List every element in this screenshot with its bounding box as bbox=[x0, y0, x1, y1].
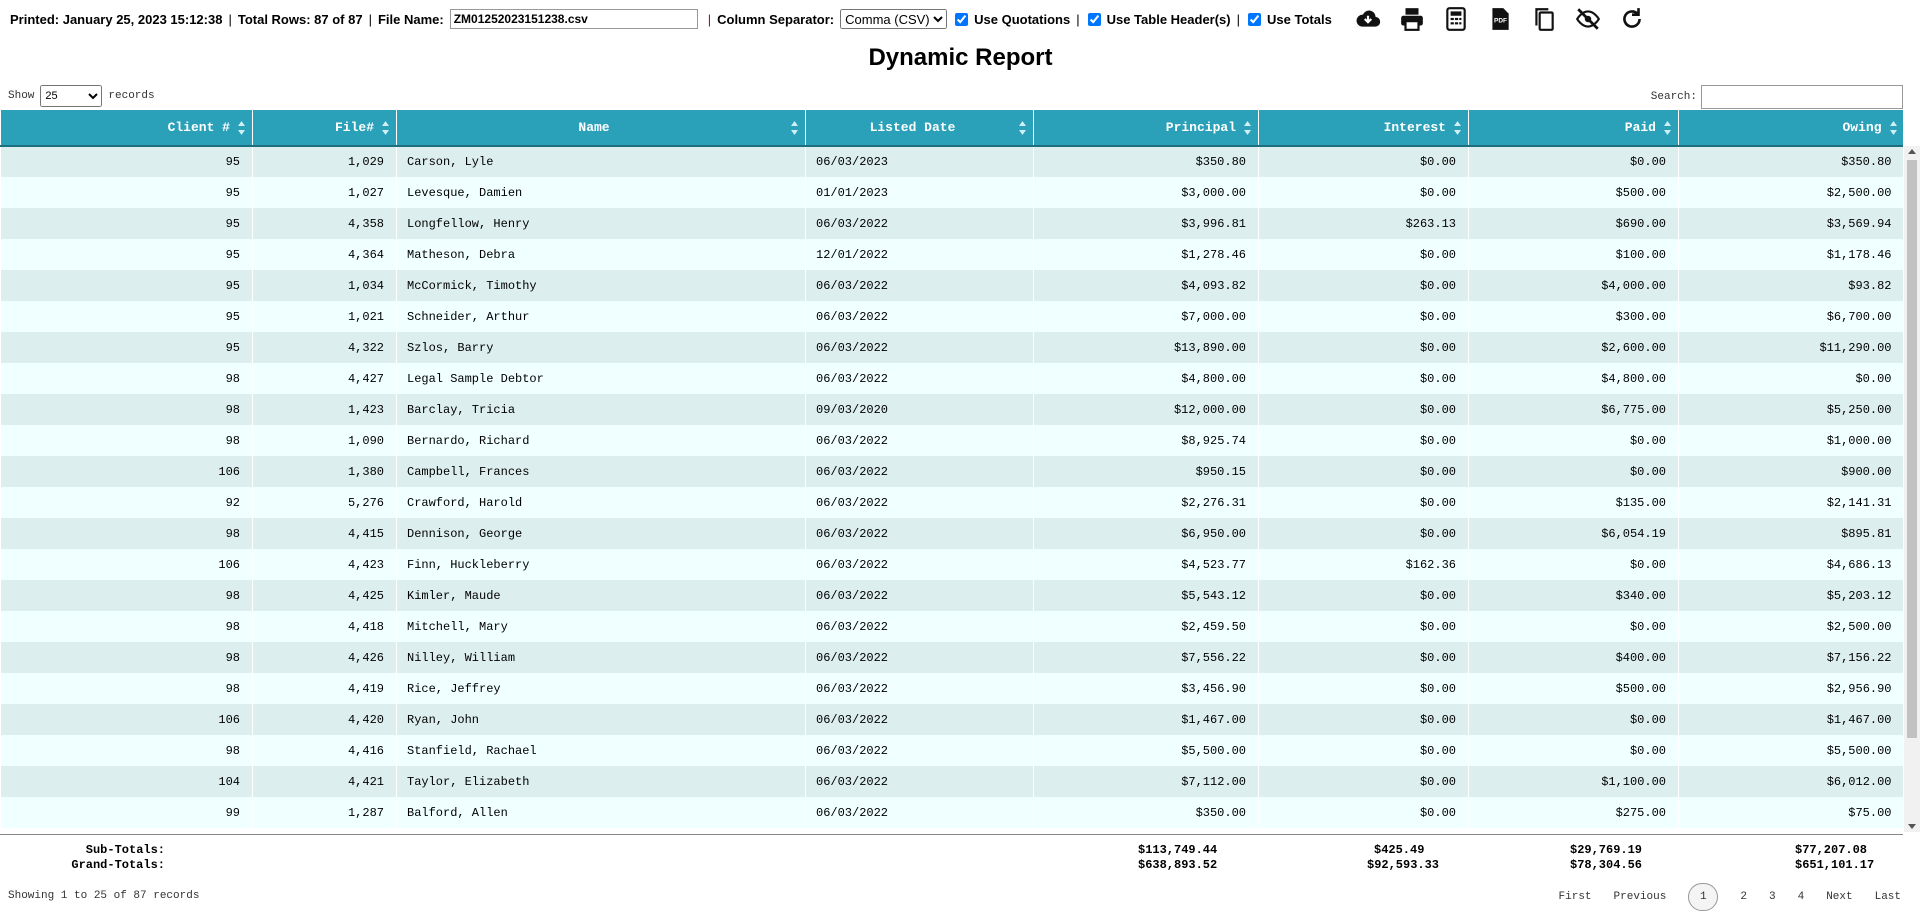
interest-cell: $162.36 bbox=[1259, 549, 1469, 580]
copy-icon[interactable] bbox=[1530, 5, 1558, 33]
records-info: Showing 1 to 25 of 87 records bbox=[8, 890, 200, 902]
listed-date-cell: 06/03/2022 bbox=[806, 611, 1034, 642]
column-header-label: Paid bbox=[1624, 120, 1656, 135]
client-cell: 95 bbox=[1, 301, 253, 332]
file-cell: 1,423 bbox=[253, 394, 397, 425]
name-cell: McCormick, Timothy bbox=[397, 270, 806, 301]
name-cell: Mitchell, Mary bbox=[397, 611, 806, 642]
owing-cell: $11,290.00 bbox=[1679, 332, 1904, 363]
table-row[interactable] bbox=[1, 363, 1904, 394]
listed-date-cell: 06/03/2022 bbox=[806, 208, 1034, 239]
table-row[interactable] bbox=[1, 394, 1904, 425]
listed-date-cell: 06/03/2022 bbox=[806, 456, 1034, 487]
owing-cell: $2,500.00 bbox=[1679, 177, 1904, 208]
client-cell: 98 bbox=[1, 580, 253, 611]
listed-date-cell: 06/03/2022 bbox=[806, 270, 1034, 301]
principal-cell: $1,278.46 bbox=[1034, 239, 1259, 270]
search-label: Search: bbox=[1650, 91, 1697, 103]
use-table-headers-checkbox[interactable] bbox=[1088, 13, 1101, 26]
owing-cell: $2,956.90 bbox=[1679, 673, 1904, 704]
table-row[interactable] bbox=[1, 456, 1904, 487]
name-cell: Szlos, Barry bbox=[397, 332, 806, 363]
interest-cell: $0.00 bbox=[1259, 394, 1469, 425]
file-cell: 1,287 bbox=[253, 797, 397, 828]
interest-cell: $0.00 bbox=[1259, 425, 1469, 456]
interest-cell: $0.00 bbox=[1259, 704, 1469, 735]
owing-cell: $0.00 bbox=[1679, 363, 1904, 394]
sort-icon bbox=[1664, 121, 1671, 135]
paid-cell: $4,000.00 bbox=[1469, 270, 1679, 301]
principal-cell: $12,000.00 bbox=[1034, 394, 1259, 425]
owing-cell: $1,178.46 bbox=[1679, 239, 1904, 270]
column-header-label: File# bbox=[334, 120, 374, 135]
name-cell: Schneider, Arthur bbox=[397, 301, 806, 332]
client-cell: 98 bbox=[1, 363, 253, 394]
grand-total-owing: $651,101.17 bbox=[1795, 858, 1875, 872]
hide-icon[interactable] bbox=[1574, 5, 1602, 33]
use-table-headers-label: Use Table Header(s) bbox=[1106, 11, 1231, 27]
name-cell: Balford, Allen bbox=[397, 797, 806, 828]
table-row[interactable] bbox=[1, 487, 1904, 518]
interest-cell: $0.00 bbox=[1259, 363, 1469, 394]
name-cell: Barclay, Tricia bbox=[397, 394, 806, 425]
name-cell: Bernardo, Richard bbox=[397, 425, 806, 456]
table-header-row bbox=[1, 110, 1904, 146]
listed-date-cell: 01/01/2023 bbox=[806, 177, 1034, 208]
paid-cell: $500.00 bbox=[1469, 177, 1679, 208]
column-separator-label: Column Separator: bbox=[717, 11, 835, 27]
search-input[interactable] bbox=[1701, 85, 1903, 109]
principal-cell: $5,500.00 bbox=[1034, 735, 1259, 766]
table-row[interactable] bbox=[1, 270, 1904, 301]
name-cell: Taylor, Elizabeth bbox=[397, 766, 806, 797]
name-cell: Campbell, Frances bbox=[397, 456, 806, 487]
listed-date-cell: 06/03/2022 bbox=[806, 766, 1034, 797]
interest-cell: $0.00 bbox=[1259, 239, 1469, 270]
grand-total-principal: $638,893.52 bbox=[1138, 858, 1218, 872]
owing-cell: $7,156.22 bbox=[1679, 642, 1904, 673]
paid-cell: $0.00 bbox=[1469, 735, 1679, 766]
interest-cell: $0.00 bbox=[1259, 673, 1469, 704]
owing-cell: $6,012.00 bbox=[1679, 766, 1904, 797]
column-header-owing[interactable] bbox=[1679, 110, 1904, 146]
file-cell: 4,426 bbox=[253, 642, 397, 673]
paid-cell: $400.00 bbox=[1469, 642, 1679, 673]
paid-cell: $6,775.00 bbox=[1469, 394, 1679, 425]
principal-cell: $2,276.31 bbox=[1034, 487, 1259, 518]
file-cell: 1,034 bbox=[253, 270, 397, 301]
name-cell: Stanfield, Rachael bbox=[397, 735, 806, 766]
file-name-label: File Name: bbox=[377, 11, 444, 27]
principal-cell: $3,456.90 bbox=[1034, 673, 1259, 704]
table-scrollbar[interactable] bbox=[1904, 146, 1920, 832]
column-header-label: Listed Date bbox=[869, 120, 956, 135]
total-rows: Total Rows: 87 of 87 bbox=[237, 11, 363, 27]
paid-cell: $2,600.00 bbox=[1469, 332, 1679, 363]
listed-date-cell: 06/03/2022 bbox=[806, 549, 1034, 580]
column-header-principal[interactable] bbox=[1034, 110, 1259, 146]
name-cell: Levesque, Damien bbox=[397, 177, 806, 208]
listed-date-cell: 06/03/2022 bbox=[806, 301, 1034, 332]
table-row[interactable] bbox=[1, 611, 1904, 642]
paid-cell: $275.00 bbox=[1469, 797, 1679, 828]
principal-cell: $350.00 bbox=[1034, 797, 1259, 828]
principal-cell: $1,467.00 bbox=[1034, 704, 1259, 735]
table-row[interactable] bbox=[1, 580, 1904, 611]
name-cell: Rice, Jeffrey bbox=[397, 673, 806, 704]
client-cell: 95 bbox=[1, 208, 253, 239]
principal-cell: $3,000.00 bbox=[1034, 177, 1259, 208]
table-row[interactable] bbox=[1, 518, 1904, 549]
svg-text:PDF: PDF bbox=[1493, 17, 1507, 25]
sort-icon bbox=[1454, 121, 1461, 135]
listed-date-cell: 06/03/2022 bbox=[806, 332, 1034, 363]
paid-cell: $0.00 bbox=[1469, 704, 1679, 735]
scroll-up-icon[interactable] bbox=[1908, 149, 1916, 154]
interest-cell: $0.00 bbox=[1259, 146, 1469, 177]
pager-page-4[interactable]: 4 bbox=[1797, 891, 1805, 903]
principal-cell: $950.15 bbox=[1034, 456, 1259, 487]
client-cell: 106 bbox=[1, 549, 253, 580]
table-row[interactable] bbox=[1, 239, 1904, 270]
owing-cell: $6,700.00 bbox=[1679, 301, 1904, 332]
column-header-label: Name bbox=[578, 120, 610, 135]
listed-date-cell: 06/03/2022 bbox=[806, 425, 1034, 456]
listed-date-cell: 06/03/2022 bbox=[806, 487, 1034, 518]
client-cell: 98 bbox=[1, 394, 253, 425]
client-cell: 98 bbox=[1, 425, 253, 456]
file-cell: 1,380 bbox=[253, 456, 397, 487]
refresh-icon[interactable] bbox=[1618, 5, 1646, 33]
listed-date-cell: 06/03/2022 bbox=[806, 518, 1034, 549]
principal-cell: $5,543.12 bbox=[1034, 580, 1259, 611]
owing-cell: $900.00 bbox=[1679, 456, 1904, 487]
table-row[interactable] bbox=[1, 146, 1904, 177]
client-cell: 95 bbox=[1, 332, 253, 363]
client-cell: 98 bbox=[1, 518, 253, 549]
name-cell: Ryan, John bbox=[397, 704, 806, 735]
column-header-name[interactable] bbox=[397, 110, 806, 146]
sort-icon bbox=[1890, 121, 1897, 135]
name-cell: Carson, Lyle bbox=[397, 146, 806, 177]
table-body bbox=[1, 146, 1904, 828]
owing-cell: $93.82 bbox=[1679, 270, 1904, 301]
owing-cell: $2,500.00 bbox=[1679, 611, 1904, 642]
pagination bbox=[1537, 883, 1901, 911]
principal-cell: $6,950.00 bbox=[1034, 518, 1259, 549]
table-row[interactable] bbox=[1, 332, 1904, 363]
table-row[interactable] bbox=[1, 642, 1904, 673]
table-row[interactable] bbox=[1, 797, 1904, 828]
owing-cell: $350.80 bbox=[1679, 146, 1904, 177]
paid-cell: $100.00 bbox=[1469, 239, 1679, 270]
pager-next-button[interactable]: Next bbox=[1826, 891, 1853, 903]
paid-cell: $500.00 bbox=[1469, 673, 1679, 704]
interest-cell: $0.00 bbox=[1259, 580, 1469, 611]
principal-cell: $4,523.77 bbox=[1034, 549, 1259, 580]
page-length-control bbox=[8, 85, 155, 107]
interest-cell: $0.00 bbox=[1259, 270, 1469, 301]
table-row[interactable] bbox=[1, 673, 1904, 704]
use-totals-checkbox[interactable] bbox=[1248, 13, 1261, 26]
client-cell: 98 bbox=[1, 673, 253, 704]
listed-date-cell: 06/03/2022 bbox=[806, 797, 1034, 828]
paid-cell: $4,800.00 bbox=[1469, 363, 1679, 394]
principal-cell: $7,000.00 bbox=[1034, 301, 1259, 332]
client-cell: 104 bbox=[1, 766, 253, 797]
column-header-interest[interactable] bbox=[1259, 110, 1469, 146]
name-cell: Longfellow, Henry bbox=[397, 208, 806, 239]
name-cell: Nilley, William bbox=[397, 642, 806, 673]
name-cell: Legal Sample Debtor bbox=[397, 363, 806, 394]
interest-cell: $0.00 bbox=[1259, 456, 1469, 487]
interest-cell: $0.00 bbox=[1259, 487, 1469, 518]
pager-last-button[interactable]: Last bbox=[1874, 891, 1901, 903]
paid-cell: $1,100.00 bbox=[1469, 766, 1679, 797]
owing-cell: $5,250.00 bbox=[1679, 394, 1904, 425]
file-cell: 4,358 bbox=[253, 208, 397, 239]
use-quotations-label: Use Quotations bbox=[974, 11, 1071, 27]
use-quotations-checkbox[interactable] bbox=[955, 13, 968, 26]
interest-cell: $0.00 bbox=[1259, 735, 1469, 766]
report-table bbox=[0, 110, 1903, 828]
interest-cell: $0.00 bbox=[1259, 766, 1469, 797]
column-separator-select[interactable] bbox=[840, 9, 947, 29]
sort-icon bbox=[1019, 121, 1026, 135]
owing-cell: $1,467.00 bbox=[1679, 704, 1904, 735]
client-cell: 98 bbox=[1, 611, 253, 642]
page-length-select[interactable] bbox=[40, 85, 102, 107]
owing-cell: $75.00 bbox=[1679, 797, 1904, 828]
printed-timestamp: Printed: January 25, 2023 15:12:38 bbox=[10, 11, 223, 27]
cloud-download-icon[interactable] bbox=[1354, 5, 1382, 33]
principal-cell: $4,800.00 bbox=[1034, 363, 1259, 394]
report-table-container bbox=[0, 110, 1903, 832]
column-header-paid[interactable] bbox=[1469, 110, 1679, 146]
file-cell: 1,021 bbox=[253, 301, 397, 332]
page-title: Dynamic Report bbox=[868, 44, 1053, 71]
interest-cell: $0.00 bbox=[1259, 332, 1469, 363]
file-cell: 4,418 bbox=[253, 611, 397, 642]
file-cell: 4,364 bbox=[253, 239, 397, 270]
pager-page-2[interactable]: 2 bbox=[1740, 891, 1747, 903]
listed-date-cell: 06/03/2022 bbox=[806, 363, 1034, 394]
owing-cell: $1,000.00 bbox=[1679, 425, 1904, 456]
name-cell: Kimler, Maude bbox=[397, 580, 806, 611]
file-name-input[interactable] bbox=[450, 9, 698, 29]
paid-cell: $0.00 bbox=[1469, 549, 1679, 580]
file-cell: 4,416 bbox=[253, 735, 397, 766]
pager-previous-button[interactable]: Previous bbox=[1613, 891, 1667, 903]
sub-total-interest: $425.49 bbox=[1374, 843, 1425, 857]
file-cell: 1,029 bbox=[253, 146, 397, 177]
sub-total-paid: $29,769.19 bbox=[1570, 843, 1643, 857]
interest-cell: $0.00 bbox=[1259, 177, 1469, 208]
totals-footer bbox=[0, 834, 1903, 872]
principal-cell: $3,996.81 bbox=[1034, 208, 1259, 239]
owing-cell: $5,203.12 bbox=[1679, 580, 1904, 611]
interest-cell: $0.00 bbox=[1259, 642, 1469, 673]
listed-date-cell: 12/01/2022 bbox=[806, 239, 1034, 270]
file-cell: 4,421 bbox=[253, 766, 397, 797]
paid-cell: $0.00 bbox=[1469, 425, 1679, 456]
name-cell: Finn, Huckleberry bbox=[397, 549, 806, 580]
interest-cell: $0.00 bbox=[1259, 301, 1469, 332]
table-row[interactable] bbox=[1, 704, 1904, 735]
client-cell: 98 bbox=[1, 642, 253, 673]
separator: | bbox=[707, 11, 712, 27]
table-row[interactable] bbox=[1, 735, 1904, 766]
paid-cell: $0.00 bbox=[1469, 146, 1679, 177]
pdf-icon[interactable] bbox=[1486, 5, 1514, 33]
client-cell: 92 bbox=[1, 487, 253, 518]
client-cell: 106 bbox=[1, 704, 253, 735]
column-header-client[interactable] bbox=[1, 110, 253, 146]
file-cell: 4,425 bbox=[253, 580, 397, 611]
file-cell: 1,090 bbox=[253, 425, 397, 456]
paid-cell: $0.00 bbox=[1469, 611, 1679, 642]
sort-icon bbox=[1244, 121, 1251, 135]
paid-cell: $300.00 bbox=[1469, 301, 1679, 332]
column-header-label: Client # bbox=[167, 120, 230, 135]
scroll-down-icon[interactable] bbox=[1908, 824, 1916, 829]
file-cell: 4,415 bbox=[253, 518, 397, 549]
owing-cell: $3,569.94 bbox=[1679, 208, 1904, 239]
separator: | bbox=[1236, 11, 1241, 27]
table-row[interactable] bbox=[1, 301, 1904, 332]
pager-first-button[interactable]: First bbox=[1558, 891, 1592, 903]
separator: | bbox=[228, 11, 232, 27]
column-header-listed-date[interactable] bbox=[806, 110, 1034, 146]
pager-page-1[interactable]: 1 bbox=[1688, 883, 1718, 911]
paid-cell: $0.00 bbox=[1469, 456, 1679, 487]
file-cell: 5,276 bbox=[253, 487, 397, 518]
interest-cell: $0.00 bbox=[1259, 518, 1469, 549]
listed-date-cell: 06/03/2022 bbox=[806, 704, 1034, 735]
client-cell: 95 bbox=[1, 177, 253, 208]
separator: | bbox=[368, 11, 372, 27]
file-cell: 4,427 bbox=[253, 363, 397, 394]
show-label: Show bbox=[8, 90, 35, 102]
interest-cell: $263.13 bbox=[1259, 208, 1469, 239]
use-totals-label: Use Totals bbox=[1267, 11, 1332, 27]
search-control bbox=[1651, 85, 1903, 109]
separator: | bbox=[1076, 11, 1080, 27]
grand-totals-row bbox=[0, 858, 1903, 873]
listed-date-cell: 06/03/2022 bbox=[806, 580, 1034, 611]
listed-date-cell: 06/03/2022 bbox=[806, 735, 1034, 766]
file-cell: 1,027 bbox=[253, 177, 397, 208]
interest-cell: $0.00 bbox=[1259, 611, 1469, 642]
grand-totals-label: Grand-Totals: bbox=[71, 858, 165, 872]
principal-cell: $7,112.00 bbox=[1034, 766, 1259, 797]
listed-date-cell: 06/03/2023 bbox=[806, 146, 1034, 177]
principal-cell: $13,890.00 bbox=[1034, 332, 1259, 363]
table-row[interactable] bbox=[1, 208, 1904, 239]
column-header-file[interactable] bbox=[253, 110, 397, 146]
export-toolbar bbox=[0, 0, 1921, 38]
file-cell: 4,419 bbox=[253, 673, 397, 704]
paid-cell: $690.00 bbox=[1469, 208, 1679, 239]
principal-cell: $7,556.22 bbox=[1034, 642, 1259, 673]
client-cell: 95 bbox=[1, 270, 253, 301]
table-row[interactable] bbox=[1, 549, 1904, 580]
interest-cell: $0.00 bbox=[1259, 797, 1469, 828]
table-row[interactable] bbox=[1, 425, 1904, 456]
table-row[interactable] bbox=[1, 766, 1904, 797]
file-cell: 4,423 bbox=[253, 549, 397, 580]
listed-date-cell: 09/03/2020 bbox=[806, 394, 1034, 425]
principal-cell: $350.80 bbox=[1034, 146, 1259, 177]
owing-cell: $2,141.31 bbox=[1679, 487, 1904, 518]
paid-cell: $135.00 bbox=[1469, 487, 1679, 518]
column-header-label: Principal bbox=[1165, 120, 1236, 135]
principal-cell: $2,459.50 bbox=[1034, 611, 1259, 642]
client-cell: 98 bbox=[1, 735, 253, 766]
sub-total-principal: $113,749.44 bbox=[1138, 843, 1218, 857]
sort-icon bbox=[238, 121, 245, 135]
sub-totals-label: Sub-Totals: bbox=[85, 843, 165, 857]
client-cell: 106 bbox=[1, 456, 253, 487]
name-cell: Matheson, Debra bbox=[397, 239, 806, 270]
file-cell: 4,322 bbox=[253, 332, 397, 363]
sort-icon bbox=[382, 121, 389, 135]
sort-icon bbox=[791, 121, 798, 135]
grand-total-interest: $92,593.33 bbox=[1367, 858, 1440, 872]
records-label: records bbox=[108, 90, 155, 102]
client-cell: 99 bbox=[1, 797, 253, 828]
scrollbar-thumb[interactable] bbox=[1907, 160, 1917, 738]
grand-total-paid: $78,304.56 bbox=[1570, 858, 1643, 872]
print-icon[interactable] bbox=[1398, 5, 1426, 33]
column-header-label: Interest bbox=[1383, 120, 1446, 135]
client-cell: 95 bbox=[1, 146, 253, 177]
name-cell: Dennison, George bbox=[397, 518, 806, 549]
column-header-label: Owing bbox=[1842, 120, 1882, 135]
listed-date-cell: 06/03/2022 bbox=[806, 673, 1034, 704]
sub-total-owing: $77,207.08 bbox=[1795, 843, 1868, 857]
pager-page-3[interactable]: 3 bbox=[1768, 891, 1776, 903]
listed-date-cell: 06/03/2022 bbox=[806, 642, 1034, 673]
name-cell: Crawford, Harold bbox=[397, 487, 806, 518]
paid-cell: $6,054.19 bbox=[1469, 518, 1679, 549]
file-cell: 4,420 bbox=[253, 704, 397, 735]
client-cell: 95 bbox=[1, 239, 253, 270]
principal-cell: $8,925.74 bbox=[1034, 425, 1259, 456]
paid-cell: $340.00 bbox=[1469, 580, 1679, 611]
owing-cell: $895.81 bbox=[1679, 518, 1904, 549]
owing-cell: $4,686.13 bbox=[1679, 549, 1904, 580]
calculator-icon[interactable] bbox=[1442, 5, 1470, 33]
owing-cell: $5,500.00 bbox=[1679, 735, 1904, 766]
table-row[interactable] bbox=[1, 177, 1904, 208]
toolbar-icons bbox=[1354, 5, 1662, 33]
sub-totals-row bbox=[0, 843, 1903, 858]
principal-cell: $4,093.82 bbox=[1034, 270, 1259, 301]
